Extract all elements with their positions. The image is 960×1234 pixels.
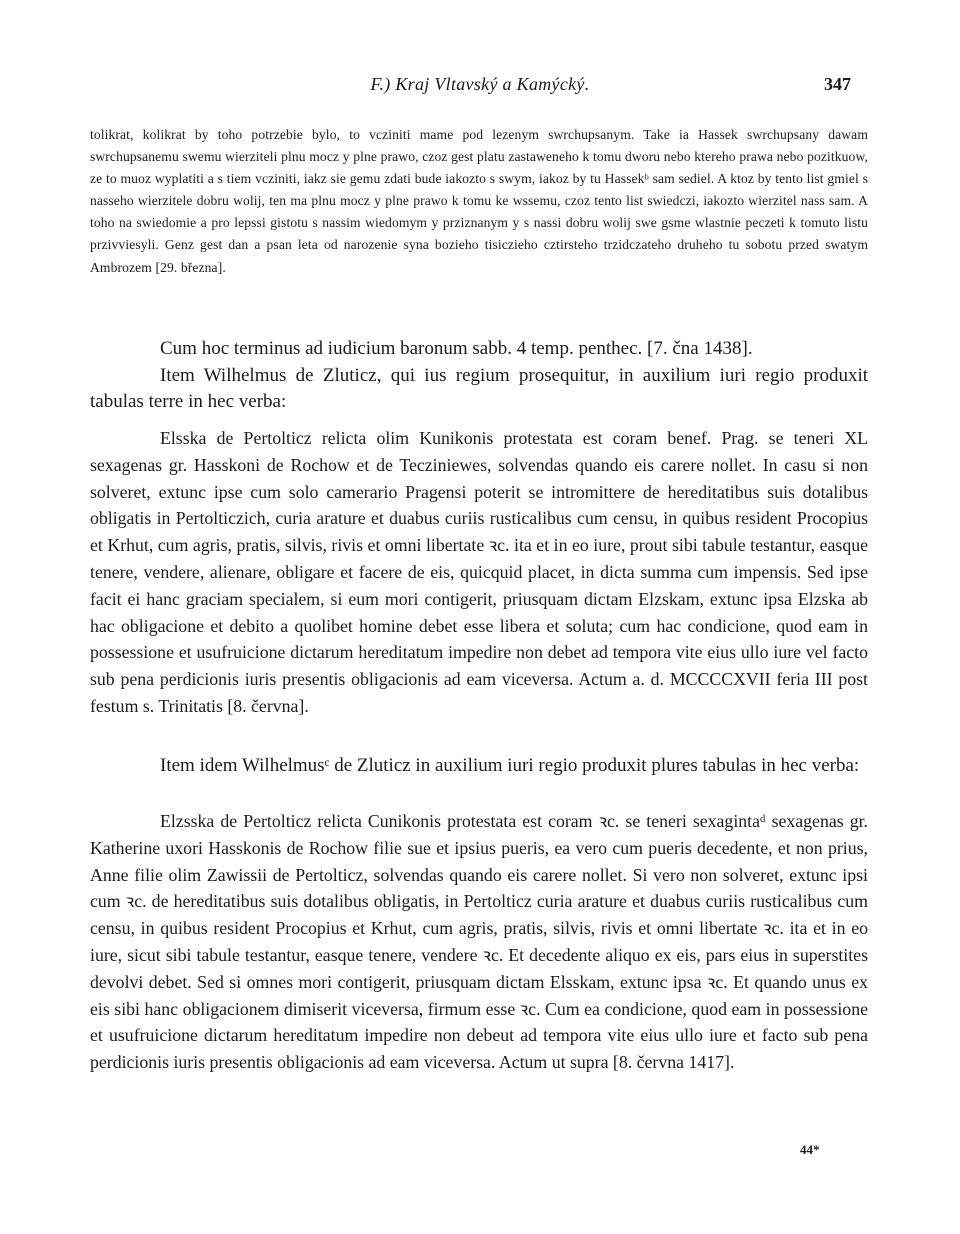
intro-1a-text: Cum hoc terminus ad iudicium baronum sabb. 4 temp. penthec. [7. čna 1438]. [160, 338, 753, 359]
intro-paragraph-1 [90, 336, 868, 416]
signature-mark: 44* [800, 1142, 820, 1157]
latin-record-2-text: Elzsska de Pertolticz relicta Cunikonis protestata est coram ꝛc. se teneri sexagintaᵈ sexagenas gr. Katherine uxori Hasskonis de Rochow filie sue et ipsius pueris, ea vero cum pueris decedente, et non prius, Anne filie olim Zawissii de Pertolticz, solvendas quando eis carere nollet. Si vero non solveret, extunc ipsi cum ꝛc. de hereditatibus suis dotalibus obligatis, in Pertolticz curia arature et duabus curiis rusticalibus cum censu, in quibus resident Procopius et Krhut, cum agris, pratis, silvis, rivis et omni libertate ꝛc. ita et in eo iure, sicut sibi tabule testantur, easque tenere, vendere ꝛc. Et decedente aliquo ex eis, pars eius in superstites devolvi debet. Sed si omnes mori contigerit, priusquam dictam Elsskam, extunc ipsa ꝛc. Et quando unus ex eis sibi hanc obligacionem dimiserit viceversa, firmum esse ꝛc. Cum ea condicione, quod eam in possessione et usufruicione dictarum hereditatum impedire non debeut ad tempora vite eius ullo iure et facto sub pena perdicionis iuris presentis obligacionis ad eam viceversa. Actum ut supra [8. června 1417]. [90, 811, 868, 1073]
czech-paragraph-text: tolikrat, kolikrat by toho potrzebie bylo, to vcziniti mame pod lezenym swrchupsanym. Take ia Hassek swrchupsany dawam swrchupsanemu swemu wierziteli plnu mocz y plne prawo, czoz gest platu zastaweneho k tomu dworu nebo ktereho prawa nebo pozitkuow, ze to muoz wyplatiti a s tiem vcziniti, iakz sie gemu zdati bude iakozto s swym, iakoz by tu Hassekᵇ sam sediel. A ktoz by tento list gmiel s nasseho wierzitele dobru wolij, ten ma plnu mocz y plne prawo k tomu ke wssemu, czoz tento list swiedczi, iakozto wierzitel nass sam. A toho na swiedomie a pro lepssi gistotu s nassim wiedomym y prziznanym y s nassi dobru wolij swe gsme wlastnie peczeti k tomuto listu przivviesyli. Genz gest dan a psan leta od narozenie syna bozieho tisiczieho cztirsteho trzidczateho druheho tu sobotu przed swatym Ambrozem [29. března]. [90, 127, 868, 275]
latin-record-2 [90, 808, 868, 1076]
running-header-title: F.) Kraj Vltavský a Kamýcký. [370, 74, 590, 94]
page-number: 347 [824, 74, 851, 94]
intro-1b-text: Item Wilhelmus de Zluticz, qui ius regium prosequitur, in auxilium iuri regio produxit tabulas terre in hec verba: [90, 364, 868, 412]
latin-record-1-text: Elsska de Pertolticz relicta olim Kunikonis protestata est coram benef. Prag. se teneri XL sexagenas gr. Hasskoni de Rochow et de Tecziniewes, solvendas quando eis carere nollet. In casu si non solveret, extunc ipse cum solo camerario Pragensi poterit se intromittere de hereditatibus suis dotalibus obligatis in Pertolticzich, curia arature et duabus curiis rusticalibus cum censu, in quibus resident Procopius et Krhut, cum agris, pratis, silvis, rivis et omni libertate ꝛc. ita et in eo iure, prout sibi tabule testantur, easque tenere, vendere, alienare, obligare et facere de eis, quicquid placet, in dicta summa cum impensis. Sed ipse facit ei hanc graciam specialem, si eum mori contigerit, priusquam dictam Elzskam, extunc ipsa Elzska ab hac obligacione et debito a quolibet homine debet esse libera et soluta; cum hac condicione, quod eam in possessione et usufruicione dictarum hereditatum impedire non debet ad tempora vite eius ullo iure vel facto sub pena perdicionis iuris presentis obligacionis ad eam viceversa. Actum a. d. MCCCCXVII feria III post festum s. Trinitatis [8. června]. [90, 428, 868, 716]
czech-charter-paragraph [90, 124, 868, 279]
intro-paragraph-2: Item idem Wilhelmusᶜ de Zluticz in auxilium iuri regio produxit plures tabulas in hec verba: [160, 755, 860, 776]
latin-record-1 [90, 425, 868, 720]
